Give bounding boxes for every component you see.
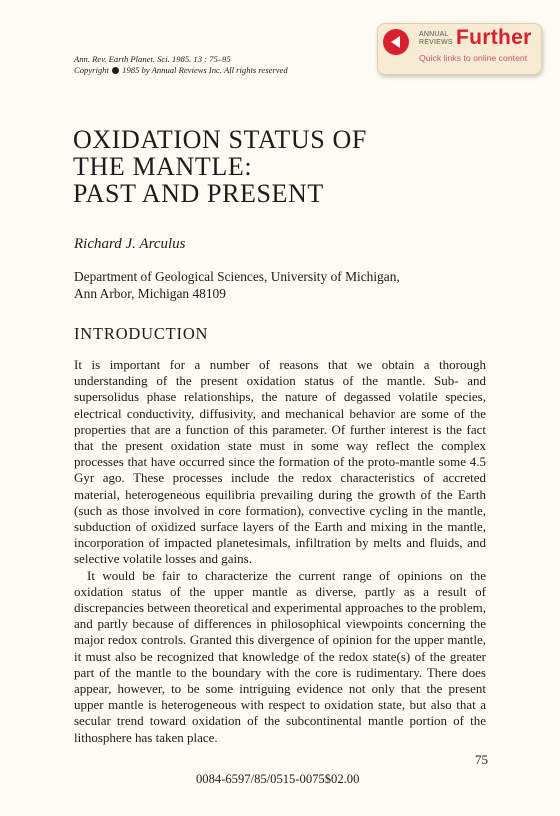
paragraph: It would be fair to characterize the current range of opinions on the oxidation status of the upper mantle as diverse, partly as a result of discrepancies between theoretical and experimental approaches to the problem, and partly because of differences in philosophical viewpoints concerning the major redox controls. Granted this divergence of opinion for the upper mantle, it must also be recognized that knowledge of the redox state(s) of the greater part of the mantle to the boundary with the core is rudimentary. There does appear, however, to be some intriguing evidence not only that the present upper mantle is heterogeneous with respect to oxidation state, but also that a secular trend toward oxidation of the subcontinental mantle portion of the lithosphere has taken place. xyxy=(74,567,486,745)
article-code: 0084-6597/85/0515-0075$02.00 xyxy=(196,772,360,786)
further-banner[interactable] xyxy=(377,23,542,75)
article-title xyxy=(73,126,367,207)
section-heading: INTRODUCTION xyxy=(74,324,209,343)
page-number: 75 xyxy=(475,752,488,767)
further-label[interactable]: Further xyxy=(456,26,532,49)
annual-reviews-logo: ANNUAL REVIEWS xyxy=(419,31,453,46)
citation-line: Ann. Rev. Earth Planet. Sci. 1985. 13 : 75–95 xyxy=(74,54,231,64)
copyright-label: Copyright xyxy=(74,65,109,75)
copyright-symbol-icon xyxy=(112,67,119,74)
copyright-text: 1985 by Annual Reviews Inc. All rights reserved xyxy=(122,65,288,75)
further-tagline[interactable]: Quick links to online content xyxy=(419,53,528,63)
author-name: Richard J. Arculus xyxy=(74,236,186,252)
title-line: THE MANTLE: xyxy=(73,152,253,181)
copyright-line xyxy=(74,65,288,76)
play-arrow-icon[interactable] xyxy=(383,29,409,55)
body-text xyxy=(74,357,486,746)
title-line: PAST AND PRESENT xyxy=(73,179,324,208)
journal-citation xyxy=(74,54,288,76)
paragraph: It is important for a number of reasons that we obtain a thorough understanding of the present oxidation status of the mantle. Sub- and supersolidus phase relationships, the nature of degassed volatile species, electrical conductivity, diffusivity, and mechanical behavior are some of the properties that are a function of this parameter. Of further interest is the fact that the present oxidation state must in some way reflect the complex processes that have occurred since the formation of the proto-mantle some 4.5 Gyr ago. These processes include the redox characteristics of accreted material, heterogeneous equilibria prevailing during the growth of the Earth (such as those involved in core formation), convective cycling in the mantle, subduction of oxidized surface layers of the Earth and mixing in the mantle, incorporation of impacted planetesimals, infiltration by melts and fluids, and selective volatile losses and gains. xyxy=(74,357,486,567)
affiliation-line: Ann Arbor, Michigan 48109 xyxy=(74,286,226,301)
author-affiliation xyxy=(74,268,400,302)
affiliation-line: Department of Geological Sciences, University of Michigan, xyxy=(74,269,400,284)
title-line: OXIDATION STATUS OF xyxy=(73,125,367,154)
